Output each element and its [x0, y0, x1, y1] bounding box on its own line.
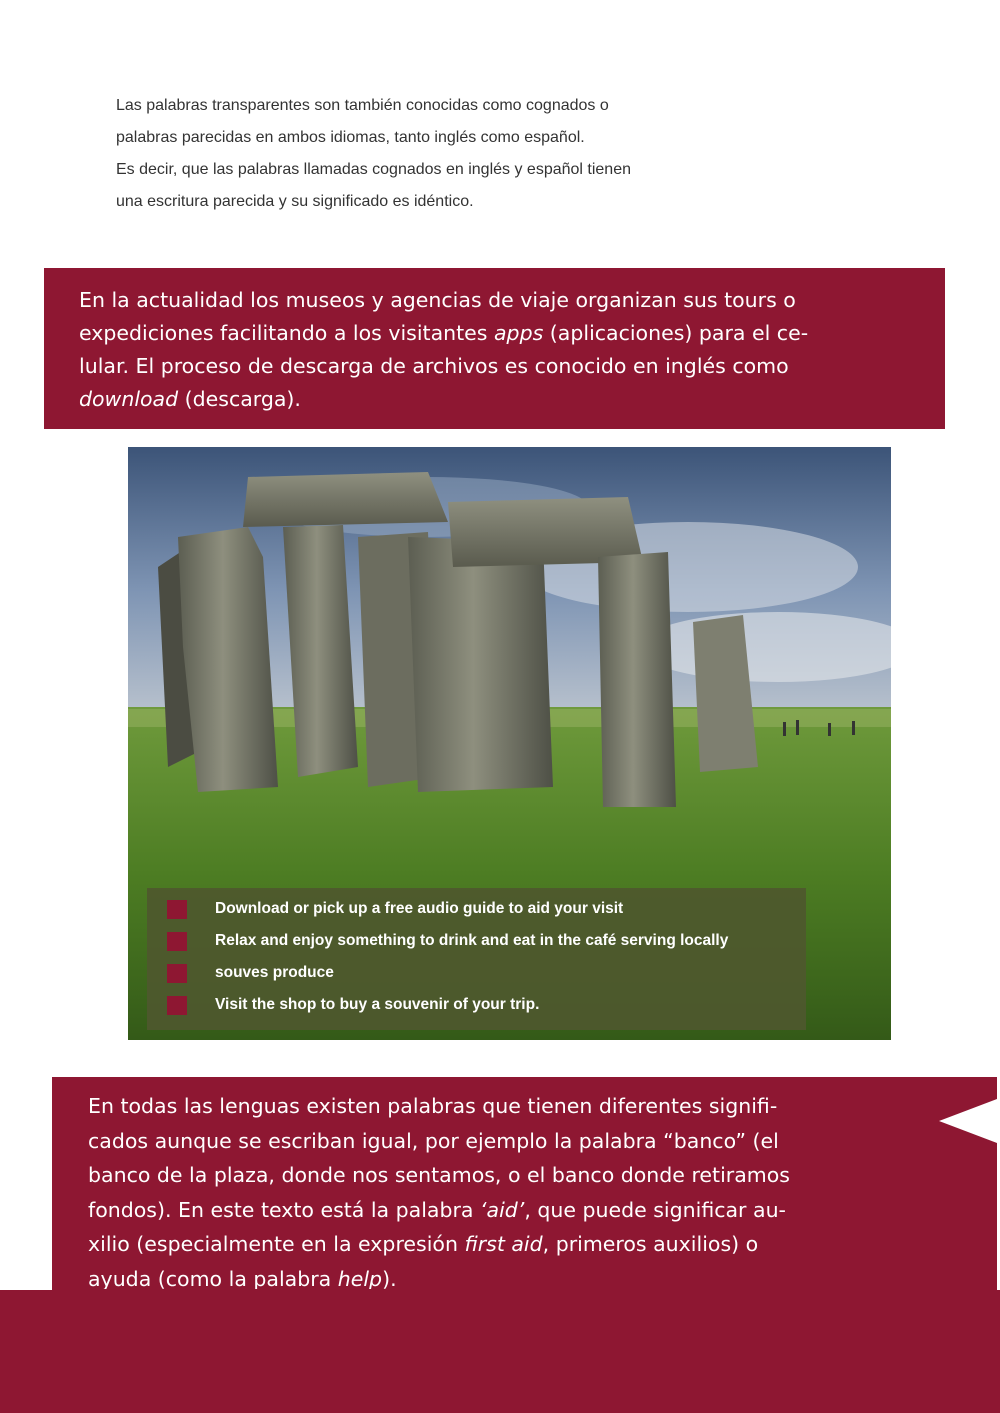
- list-item-text: Visit the shop to buy a souvenir of your trip.: [215, 996, 540, 1013]
- lintel-stone: [243, 472, 448, 527]
- text-segment: , que puede significar au-: [524, 1197, 786, 1222]
- text-line: [79, 284, 911, 317]
- text-segment: lular. El proceso de descarga de archivos es conocido en inglés como: [79, 354, 789, 378]
- list-item-text: souves produce: [215, 964, 334, 981]
- intro-line: Las palabras transparentes son también conocidas como cognados o: [116, 97, 609, 114]
- intro-paragraph: [116, 90, 816, 218]
- text-line: [88, 1158, 900, 1193]
- bullet-square-icon: [167, 964, 187, 983]
- text-segment: ayuda (como la palabra: [88, 1266, 338, 1289]
- info-box-apps: [44, 268, 945, 429]
- tips-list: [147, 888, 806, 1030]
- term-help: help: [337, 1266, 383, 1289]
- list-item: [167, 994, 539, 1016]
- text-segment: fondos). En este texto está la palabra: [88, 1197, 480, 1222]
- term-aid: ‘aid’: [480, 1197, 525, 1222]
- text-segment: , primeros auxilios) o: [542, 1232, 759, 1256]
- text-segment: banco de la plaza, donde nos sentamos, o el banco donde retiramos: [88, 1163, 790, 1187]
- bullet-square-icon: [167, 900, 187, 919]
- list-item: [167, 962, 334, 984]
- text-line: [88, 1262, 900, 1290]
- text-segment: En la actualidad los museos y agencias de viaje organizan sus tours o: [79, 288, 796, 312]
- info-box-aid: [52, 1077, 997, 1290]
- list-item-text: Relax and enjoy something to drink and eat in the café serving locally: [215, 932, 729, 949]
- intro-line: una escritura parecida y su significado es idéntico.: [116, 193, 474, 210]
- text-segment: En todas las lenguas existen palabras que tienen diferentes signifi-: [88, 1094, 778, 1118]
- text-segment: xilio (especialmente en la expresión: [88, 1232, 465, 1256]
- term-apps: apps: [494, 321, 544, 345]
- info-box-text: [88, 1089, 900, 1289]
- text-line: [79, 317, 911, 350]
- intro-line: palabras parecidas en ambos idiomas, tanto inglés como español.: [116, 129, 585, 146]
- text-line: [88, 1089, 900, 1124]
- stone: [408, 537, 553, 792]
- text-line: [88, 1124, 900, 1159]
- text-segment: ).: [382, 1266, 397, 1289]
- stonehenge-photo: [128, 447, 891, 1040]
- text-line: [79, 350, 911, 383]
- text-line: [79, 383, 911, 416]
- footer-bar: [0, 1290, 1000, 1413]
- text-line: [88, 1193, 900, 1228]
- bullet-square-icon: [167, 996, 187, 1015]
- list-item-text: Download or pick up a free audio guide to aid your visit: [215, 900, 624, 917]
- text-segment: (descarga).: [178, 387, 301, 411]
- intro-line: Es decir, que las palabras llamadas cognados en inglés y español tienen: [116, 161, 631, 178]
- stone: [598, 552, 676, 807]
- term-first-aid: first aid: [464, 1232, 543, 1256]
- list-item: [167, 898, 623, 920]
- text-segment: expediciones facilitando a los visitantes: [79, 321, 494, 345]
- text-segment: cados aunque se escriban igual, por ejemplo la palabra “banco” (el: [88, 1128, 779, 1153]
- bullet-square-icon: [167, 932, 187, 951]
- text-line: [88, 1227, 900, 1262]
- list-item: [167, 930, 728, 952]
- info-box-text: [79, 284, 911, 416]
- text-segment: (aplicaciones) para el ce-: [543, 321, 809, 345]
- term-download: download: [79, 387, 179, 411]
- notch-shape: [939, 1099, 997, 1143]
